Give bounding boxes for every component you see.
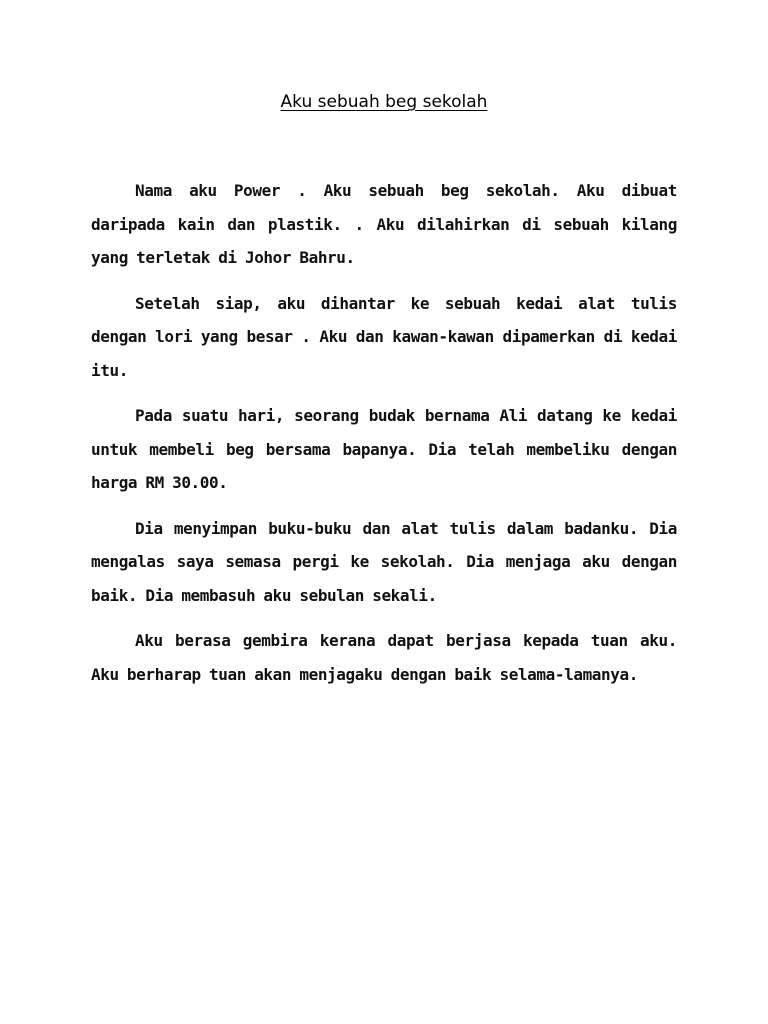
document-body <box>91 174 677 703</box>
paragraph-3: Pada suatu hari, seorang budak bernama Ali datang ke kedai untuk membeli beg bersama bapanya. Dia telah membeliku dengan harga RM 30.00. <box>91 406 677 492</box>
paragraph-5: Aku berasa gembira kerana dapat berjasa kepada tuan aku. Aku berharap tuan akan menjagaku dengan baik selama-lamanya. <box>91 631 677 684</box>
document-title: Aku sebuah beg sekolah <box>280 92 488 112</box>
paragraph-4: Dia menyimpan buku-buku dan alat tulis dalam badanku. Dia mengalas saya semasa pergi ke sekolah. Dia menjaga aku dengan baik. Dia membasuh aku sebulan sekali. <box>91 518 677 605</box>
paragraph-1: Nama aku Power . Aku sebuah beg sekolah. Aku dibuat daripada kain dan plastik. . Aku dilahirkan di sebuah kilang yang terletak di Johor Bahru. <box>91 181 677 267</box>
paragraph-2: Setelah siap, aku dihantar ke sebuah kedai alat tulis dengan lori yang besar . Aku dan kawan-kawan dipamerkan di kedai itu. <box>91 293 677 380</box>
